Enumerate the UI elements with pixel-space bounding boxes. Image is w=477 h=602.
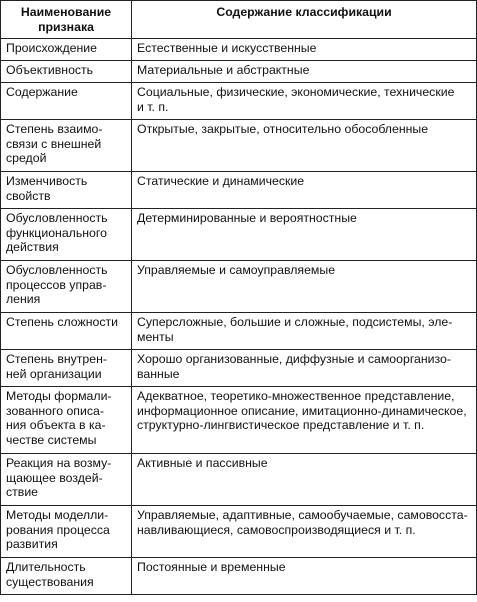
header-feature-name xyxy=(1,1,132,39)
table-row xyxy=(1,454,477,506)
content-line: Управляемые и самоуправляемые xyxy=(137,263,336,278)
feature-line: зованного описа- xyxy=(6,403,104,418)
table-row xyxy=(1,387,477,454)
feature-cell xyxy=(1,261,132,313)
content-cell xyxy=(132,209,477,261)
content-cell xyxy=(132,61,477,83)
content-cell xyxy=(132,387,477,454)
table-row xyxy=(1,350,477,387)
table-row xyxy=(1,83,477,120)
content-line: Естественные и искусственные xyxy=(137,41,317,56)
feature-cell xyxy=(1,209,132,261)
feature-line: развития xyxy=(6,537,58,552)
content-line: структурно-лингвистическое представление и т. п. xyxy=(137,418,425,433)
feature-cell xyxy=(1,61,132,83)
feature-line: ления xyxy=(6,292,41,307)
feature-line: Методы моделли- xyxy=(6,508,109,523)
content-cell xyxy=(132,313,477,350)
content-line: Детерминированные и вероятностные xyxy=(137,211,357,226)
content-line: ванные xyxy=(137,366,180,381)
feature-line: Происхождение xyxy=(6,41,97,56)
content-cell xyxy=(132,120,477,172)
content-cell xyxy=(132,350,477,387)
content-cell xyxy=(132,506,477,558)
content-line: Суперсложные, большие и сложные, подсистемы, эле- xyxy=(137,315,453,330)
content-cell xyxy=(132,39,477,61)
feature-cell xyxy=(1,454,132,506)
feature-cell xyxy=(1,120,132,172)
feature-line: Изменчивость xyxy=(6,174,88,189)
feature-line: Содержание xyxy=(6,85,78,100)
table-row xyxy=(1,558,477,595)
table-row xyxy=(1,209,477,261)
feature-line: ней организации xyxy=(6,366,102,381)
table-body xyxy=(1,39,477,595)
feature-cell xyxy=(1,506,132,558)
content-line: Управляемые, адаптивные, самообучаемые, самовосста- xyxy=(137,508,468,523)
feature-line: ствие xyxy=(6,485,39,500)
feature-cell xyxy=(1,350,132,387)
header-classification-content xyxy=(132,1,477,39)
feature-line: Объективность xyxy=(6,63,94,78)
content-line: информационное описание, имитационно-динамическое, xyxy=(137,403,467,418)
table-row xyxy=(1,39,477,61)
table-row xyxy=(1,313,477,350)
content-line: Хорошо организованные, диффузные и самоорганизо- xyxy=(137,352,451,367)
header-feature-name-line: Наименование xyxy=(20,5,112,19)
feature-line: средой xyxy=(6,151,47,166)
feature-cell xyxy=(1,39,132,61)
feature-line: Степень сложности xyxy=(6,315,118,330)
content-cell xyxy=(132,261,477,313)
content-cell xyxy=(132,172,477,209)
table-row xyxy=(1,120,477,172)
content-line: Материальные и абстрактные xyxy=(137,63,310,78)
feature-line: свойств xyxy=(6,188,51,203)
content-line: навливающиеся, самовоспроизводящиеся и т. п. xyxy=(137,522,416,537)
feature-cell xyxy=(1,558,132,595)
feature-line: Степень взаимо- xyxy=(6,122,103,137)
header-row xyxy=(1,1,477,39)
feature-cell xyxy=(1,83,132,120)
header-classification-content-line: Содержание классификации xyxy=(216,5,392,19)
feature-line: честве системы xyxy=(6,432,97,447)
content-line: Адекватное, теоретико-множественное представление, xyxy=(137,389,455,404)
feature-line: действия xyxy=(6,240,59,255)
feature-line: Обусловленность xyxy=(6,263,108,278)
content-cell xyxy=(132,83,477,120)
feature-cell xyxy=(1,172,132,209)
table-row xyxy=(1,261,477,313)
feature-line: функционального xyxy=(6,225,107,240)
feature-line: связи с внешней xyxy=(6,136,102,151)
content-line: Активные и пассивные xyxy=(137,456,268,471)
content-line: Открытые, закрытые, относительно обособленные xyxy=(137,122,429,137)
feature-line: Длительность xyxy=(6,560,86,575)
feature-cell xyxy=(1,387,132,454)
table-row xyxy=(1,506,477,558)
table-row xyxy=(1,61,477,83)
content-line: Статические и динамические xyxy=(137,174,305,189)
content-cell xyxy=(132,454,477,506)
content-line: Социальные, физические, экономические, технические xyxy=(137,85,455,100)
feature-line: ния объекта в ка- xyxy=(6,418,106,433)
feature-line: процессов управ- xyxy=(6,277,107,292)
content-line: и т. п. xyxy=(137,99,169,114)
content-line: Постоянные и временные xyxy=(137,560,286,575)
table-header xyxy=(1,1,477,39)
feature-line: Степень внутрен- xyxy=(6,352,107,367)
content-line: менты xyxy=(137,329,174,344)
feature-line: Методы формали- xyxy=(6,389,112,404)
feature-cell xyxy=(1,313,132,350)
header-feature-name-line: признака xyxy=(38,19,94,34)
content-cell xyxy=(132,558,477,595)
feature-line: рования процесса xyxy=(6,522,110,537)
feature-line: Обусловленность xyxy=(6,211,108,226)
feature-line: щающее воздей- xyxy=(6,470,103,485)
feature-line: Реакция на возму- xyxy=(6,456,112,471)
table-row xyxy=(1,172,477,209)
feature-line: существования xyxy=(6,574,94,589)
